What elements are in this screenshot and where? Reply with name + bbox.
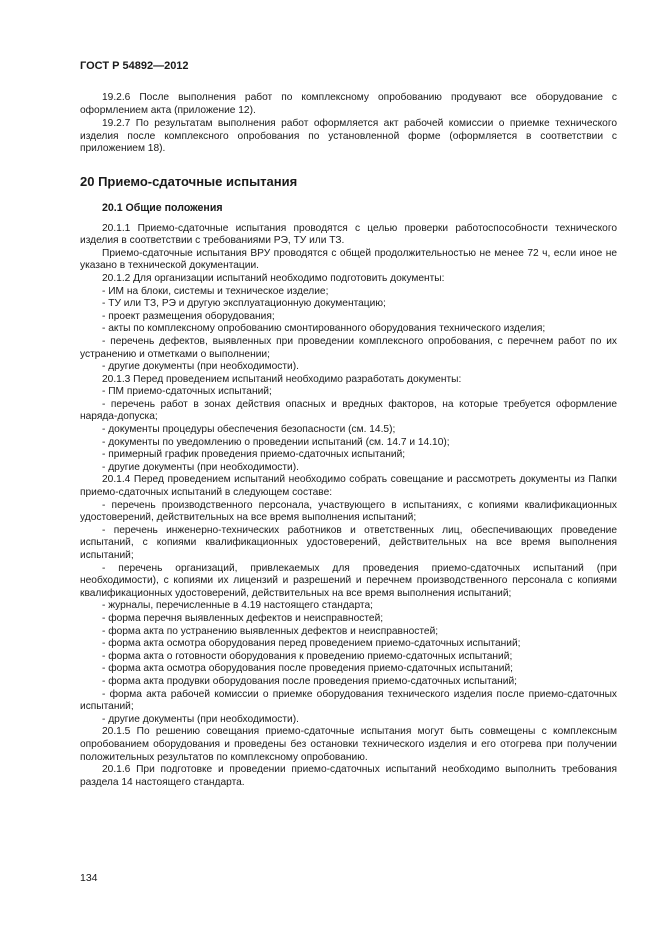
list-item: - журналы, перечисленные в 4.19 настоящего стандарта; bbox=[102, 600, 373, 612]
paragraph: 20.1.6 При подготовке и проведении приемо-сдаточных испытаний необходимо выполнить требования раздела 14 настоящего стандарта. bbox=[80, 764, 617, 788]
list-item: - проект размещения оборудования; bbox=[102, 310, 275, 322]
paragraph: 19.2.7 По результатам выполнения работ оформляется акт рабочей комиссии о приемке технического изделия после комплексного опробования по установленной форме (оформляется в соответствии с приложением 18). bbox=[80, 118, 617, 155]
list-item: - другие документы (при необходимости). bbox=[102, 361, 299, 373]
section-title: 20 Приемо-сдаточные испытания bbox=[80, 173, 298, 189]
list-item: - форма акта о готовности оборудования к проведению приемо-сдаточных испытаний; bbox=[102, 650, 513, 662]
paragraph: Приемо-сдаточные испытания ВРУ проводятся с общей продолжительностью не менее 72 ч, если иное не указано в технической документации. bbox=[80, 247, 617, 272]
list-item: - форма акта рабочей комиссии о приемке оборудования технического изделия после приемо-сдаточных испытаний; bbox=[80, 688, 617, 713]
list-item: - форма акта осмотра оборудования перед проведением приемо-сдаточных испытаний; bbox=[102, 638, 521, 650]
page-number: 134 bbox=[80, 872, 98, 884]
paragraph: 20.1.5 По решению совещания приемо-сдаточные испытания могут быть совмещены с комплексным опробованием оборудования и проведены без остановки технического изделия и его отогрева при получении положительных результатов по комплексному опробованию. bbox=[80, 726, 617, 763]
list-item: - перечень инженерно-технических работников и ответственных лиц, обеспечивающих проведение испытаний, с копиями квалификационных удостоверений, действительных на все время выполнения испытаний; bbox=[80, 524, 617, 561]
list-item: - форма акта по устранению выявленных дефектов и неисправностей; bbox=[102, 625, 439, 637]
list-item: - ПМ приемо-сдаточных испытаний; bbox=[102, 386, 272, 398]
list-item: - ТУ или ТЗ, РЭ и другую эксплуатационную документацию; bbox=[102, 298, 386, 310]
list-item: - примерный график проведения приемо-сдаточных испытаний; bbox=[102, 449, 406, 461]
list-item: - форма акта продувки оборудования после проведения приемо-сдаточных испытаний; bbox=[102, 675, 517, 687]
list-item: - перечень дефектов, выявленных при проведении комплексного опробования, с перечнем работ по их устранению и отметками о выполнении; bbox=[80, 335, 617, 360]
list-item: - ИМ на блоки, системы и техническое изделие; bbox=[102, 285, 329, 297]
list-item: - форма перечня выявленных дефектов и неисправностей; bbox=[102, 612, 384, 624]
paragraph: 20.1.1 Приемо-сдаточные испытания проводятся с целью проверки работоспособности технического изделия в соответствии с требованиями РЭ, ТУ или ТЗ. bbox=[80, 222, 617, 247]
paragraph: 20.1.4 Перед проведением испытаний необходимо собрать совещание и рассмотреть документы из Папки приемо-сдаточных испытаний в следующем составе: bbox=[80, 474, 617, 499]
document-header: ГОСТ Р 54892—2012 bbox=[80, 60, 189, 72]
document-body bbox=[80, 92, 617, 789]
list-item: - перечень организаций, привлекаемых для проведения приемо-сдаточных испытаний (при необходимости), с копиями их лицензий и разрешений и перечнем производственного персонала с копиями квалификационных удостоверений, действительных на все время выполнения испытаний; bbox=[80, 562, 617, 599]
list-item: - документы процедуры обеспечения безопасности (см. 14.5); bbox=[102, 424, 396, 436]
list-item: - документы по уведомлению о проведении испытаний (см. 14.7 и 14.10); bbox=[102, 436, 450, 448]
paragraph: 19.2.6 После выполнения работ по комплексному опробованию продувают все оборудование с оформлением акта (приложение 12). bbox=[80, 92, 617, 116]
list-item: - форма акта осмотра оборудования после проведения приемо-сдаточных испытаний; bbox=[102, 663, 513, 675]
list-item: - другие документы (при необходимости). bbox=[102, 461, 299, 473]
paragraph: 20.1.3 Перед проведением испытаний необходимо разработать документы: bbox=[102, 373, 462, 385]
list-item: - перечень производственного персонала, участвующего в испытаниях, с копиями квалификационных удостоверений, действительных на все время выполнения испытаний; bbox=[80, 499, 617, 524]
list-item: - перечень работ в зонах действия опасных и вредных факторов, на которые требуется оформление наряда-допуска; bbox=[80, 398, 617, 423]
subsection-title: 20.1 Общие положения bbox=[102, 201, 223, 214]
list-item: - акты по комплексному опробованию смонтированного оборудования технического изделия; bbox=[102, 323, 546, 335]
paragraph: 20.1.2 Для организации испытаний необходимо подготовить документы: bbox=[102, 272, 445, 284]
list-item: - другие документы (при необходимости). bbox=[102, 713, 299, 725]
